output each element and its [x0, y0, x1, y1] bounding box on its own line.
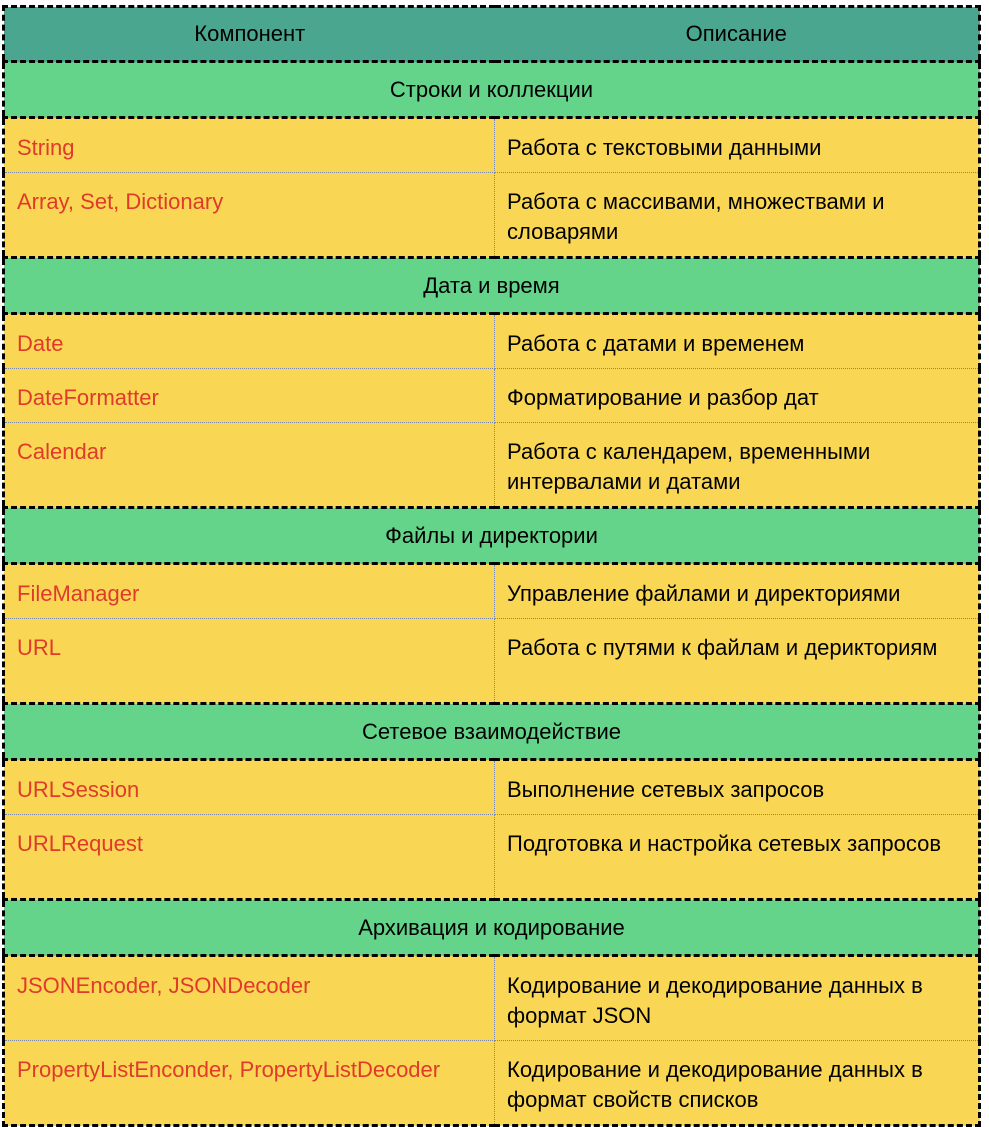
description-cell: Кодирование и декодирование данных в формат свойств списков [495, 1041, 980, 1126]
description-cell: Работа с датами и временем [495, 314, 980, 369]
description-cell: Работа с календарем, временными интервалами и датами [495, 423, 980, 508]
description-cell: Форматирование и разбор дат [495, 369, 980, 423]
group-row [4, 258, 980, 314]
table-row [4, 1041, 980, 1126]
header-component: Компонент [4, 7, 495, 62]
component-cell: Date [4, 314, 495, 369]
description-cell: Работа с путями к файлам и дерикториям [495, 619, 980, 704]
table-row [4, 314, 980, 369]
description-cell: Работа с текстовыми данными [495, 118, 980, 173]
header-row [4, 7, 980, 62]
table-row [4, 760, 980, 815]
group-row [4, 900, 980, 956]
description-cell: Работа с массивами, множествами и словарями [495, 173, 980, 258]
description-cell: Кодирование и декодирование данных в формат JSON [495, 956, 980, 1041]
component-cell: URLRequest [4, 815, 495, 900]
component-cell: FileManager [4, 564, 495, 619]
group-title: Строки и коллекции [4, 62, 980, 118]
description-cell: Управление файлами и директориями [495, 564, 980, 619]
table-row [4, 423, 980, 508]
group-row [4, 508, 980, 564]
table-row [4, 118, 980, 173]
header-description: Описание [495, 7, 980, 62]
group-row [4, 704, 980, 760]
components-table [2, 5, 981, 1127]
description-cell: Подготовка и настройка сетевых запросов [495, 815, 980, 900]
group-title: Архивация и кодирование [4, 900, 980, 956]
group-title: Сетевое взаимодействие [4, 704, 980, 760]
description-cell: Выполнение сетевых запросов [495, 760, 980, 815]
component-cell: URL [4, 619, 495, 704]
table-row [4, 619, 980, 704]
group-title: Дата и время [4, 258, 980, 314]
component-cell: PropertyListEnconder, PropertyListDecoder [4, 1041, 495, 1126]
component-cell: Array, Set, Dictionary [4, 173, 495, 258]
component-cell: Calendar [4, 423, 495, 508]
component-cell: String [4, 118, 495, 173]
table-row [4, 369, 980, 423]
table-row [4, 173, 980, 258]
table-row [4, 564, 980, 619]
table-row [4, 815, 980, 900]
component-cell: DateFormatter [4, 369, 495, 423]
table-row [4, 956, 980, 1041]
component-cell: JSONEncoder, JSONDecoder [4, 956, 495, 1041]
group-row [4, 62, 980, 118]
component-cell: URLSession [4, 760, 495, 815]
group-title: Файлы и директории [4, 508, 980, 564]
